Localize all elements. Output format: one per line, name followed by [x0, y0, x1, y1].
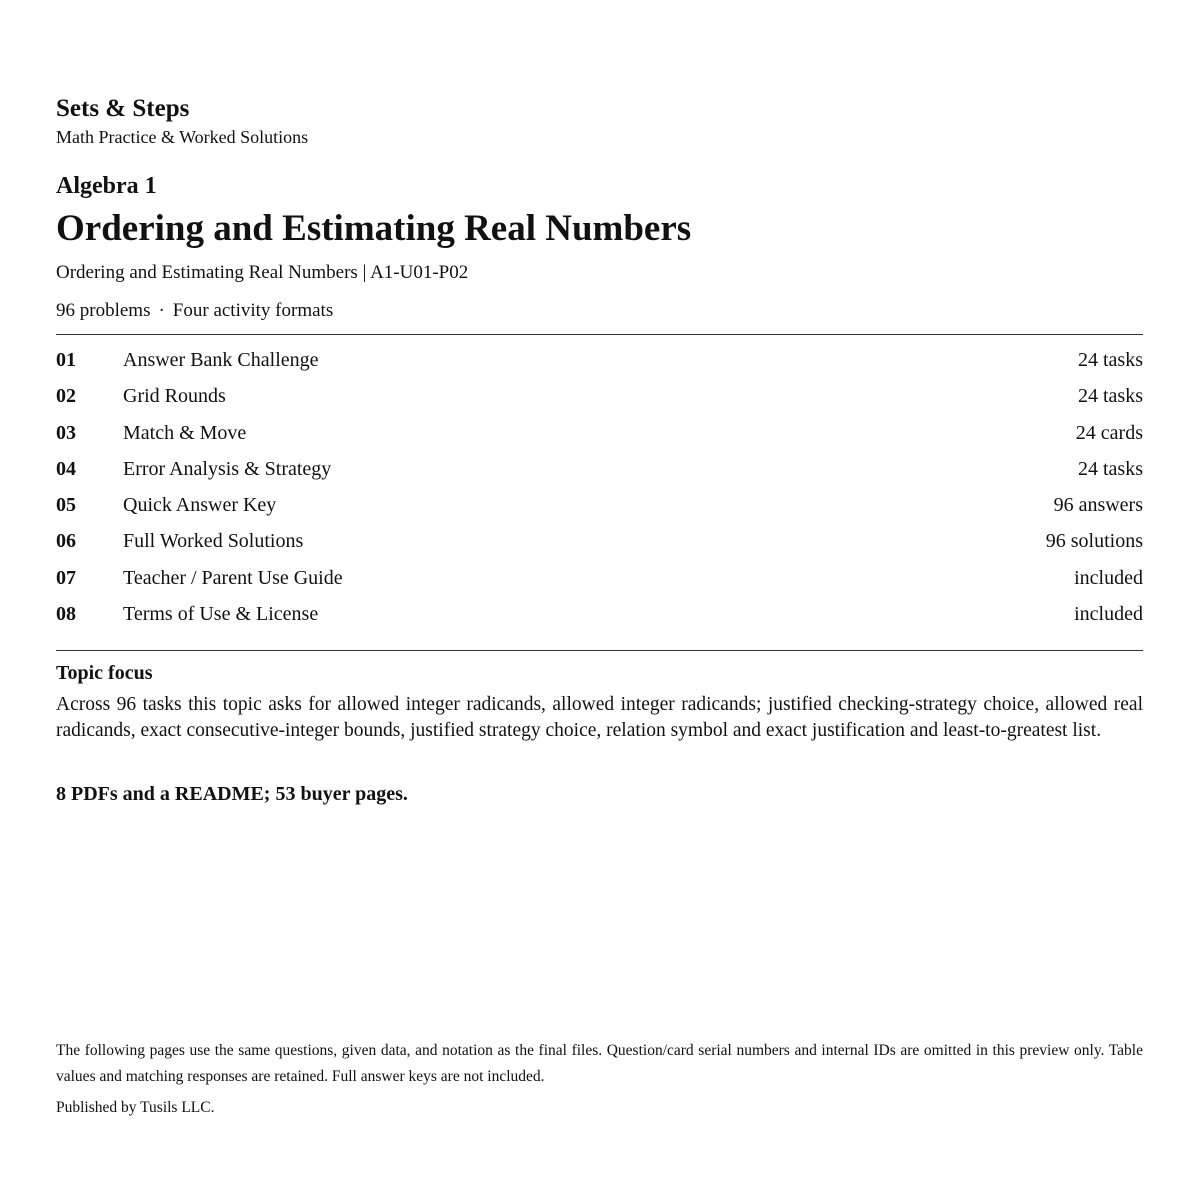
contents-count: 24 cards — [1075, 421, 1143, 444]
contents-list — [56, 342, 1143, 632]
files-summary: 8 PDFs and a README; 53 buyer pages. — [56, 783, 408, 805]
contents-label: Quick Answer Key — [123, 494, 277, 517]
contents-row — [56, 487, 1143, 523]
contents-number: 08 — [56, 603, 76, 626]
summary-separator: · — [158, 300, 165, 321]
contents-number: 02 — [56, 385, 76, 408]
page-title: Ordering and Estimating Real Numbers — [56, 208, 692, 249]
contents-row — [56, 342, 1143, 378]
contents-count: 24 tasks — [1078, 349, 1143, 371]
contents-row — [56, 523, 1143, 559]
preview-note: The following pages use the same questions, given data, and notation as the final files. Question/card serial numbers and internal IDs are omitted in this preview only. Table values and matching responses are retained. Full answer keys are not included. — [56, 1042, 1143, 1085]
page-subtitle: Ordering and Estimating Real Numbers | A1-U01-P02 — [56, 262, 469, 283]
brand-name: Sets & Steps — [56, 95, 190, 122]
contents-label: Full Worked Solutions — [123, 530, 304, 553]
contents-row — [56, 378, 1143, 414]
contents-count: 24 tasks — [1078, 385, 1143, 408]
publisher-line: Published by Tusils LLC. — [56, 1099, 215, 1116]
brand-tagline: Math Practice & Worked Solutions — [56, 127, 309, 147]
contents-row — [56, 415, 1143, 451]
contents-number: 06 — [56, 530, 76, 553]
contents-row — [56, 451, 1143, 487]
contents-number: 03 — [56, 421, 76, 444]
contents-label: Answer Bank Challenge — [123, 349, 319, 371]
contents-label: Error Analysis & Strategy — [123, 457, 332, 480]
contents-label: Match & Move — [123, 421, 247, 444]
course-label: Algebra 1 — [56, 173, 157, 199]
divider-top — [56, 334, 1143, 335]
contents-count: 24 tasks — [1078, 457, 1143, 480]
topic-focus-heading: Topic focus — [56, 662, 153, 684]
contents-label: Grid Rounds — [123, 385, 226, 408]
activity-formats: Four activity formats — [172, 300, 334, 321]
contents-count: included — [1074, 603, 1143, 626]
contents-count: 96 answers — [1053, 494, 1143, 517]
contents-label: Terms of Use & License — [123, 603, 319, 626]
contents-number: 04 — [56, 457, 76, 480]
contents-row — [56, 560, 1143, 596]
topic-focus-body: Across 96 tasks this topic asks for allowed integer radicands, allowed integer radicands; justified checking-strategy choice, allowed real radicands, exact consecutive-integer bounds, justified strategy choice, relation symbol and exact justification and least-to-greatest list. — [56, 694, 1143, 741]
divider-bottom — [56, 650, 1143, 651]
contents-number: 01 — [56, 349, 76, 371]
contents-count: 96 solutions — [1045, 530, 1143, 553]
contents-label: Teacher / Parent Use Guide — [123, 566, 343, 589]
contents-number: 07 — [56, 566, 76, 589]
contents-row — [56, 596, 1143, 632]
contents-number: 05 — [56, 494, 76, 517]
problem-count: 96 problems — [56, 300, 151, 321]
summary-line — [56, 299, 333, 323]
contents-count: included — [1074, 566, 1143, 589]
